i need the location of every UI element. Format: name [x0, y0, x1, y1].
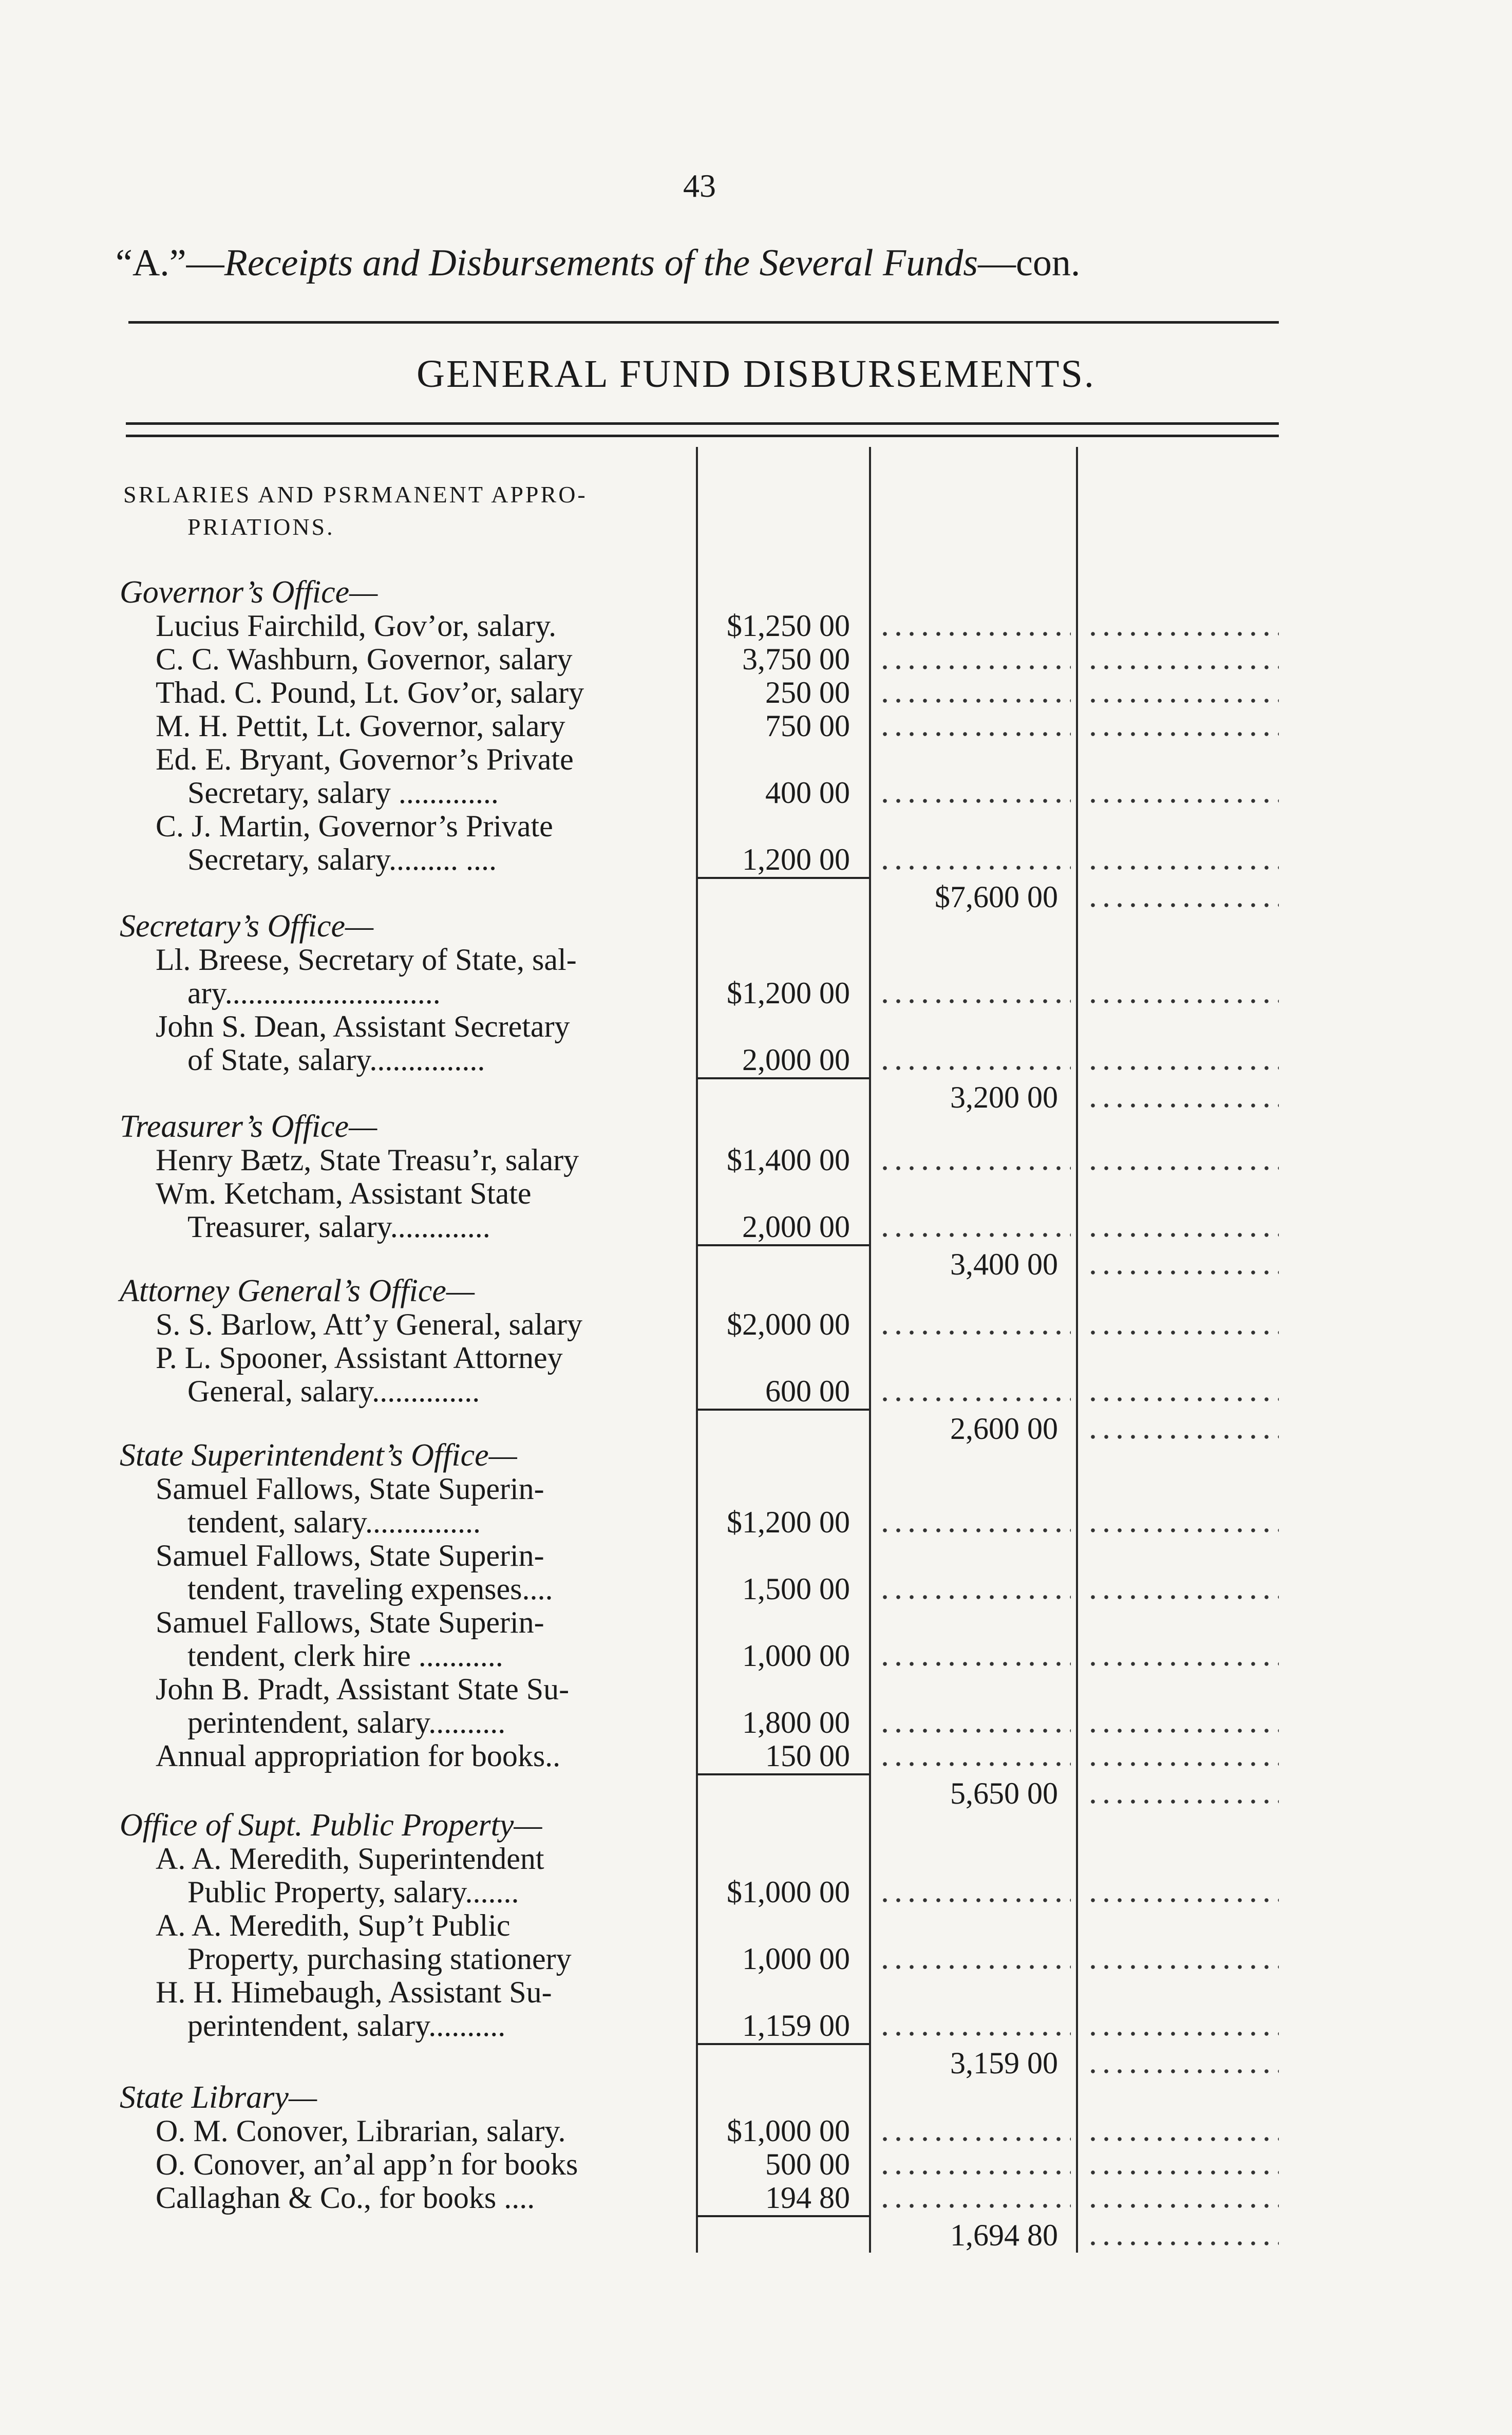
leader-dots: [878, 1595, 1071, 1600]
leader-dots: [1086, 1232, 1279, 1238]
entry-line: perintendent, salary..........: [187, 2009, 506, 2043]
leader-dots: [1086, 1434, 1279, 1439]
leader-dots: [1086, 903, 1279, 908]
entry-amount: $1,000 00: [727, 2114, 850, 2148]
leader-dots: [1086, 1166, 1279, 1171]
leader-dots: [878, 2137, 1071, 2142]
entry-line: Samuel Fallows, State Superin-: [156, 1539, 544, 1572]
leader-dots: [878, 1528, 1071, 1533]
group-total: 1,694 80: [950, 2218, 1058, 2252]
leader-dots: [1086, 1528, 1279, 1533]
group-total: 5,650 00: [950, 1776, 1058, 1810]
leader-dots: [878, 1728, 1071, 1733]
entry-line: Thad. C. Pound, Lt. Gov’or, salary: [156, 676, 584, 709]
leader-dots: [878, 999, 1071, 1004]
entry-amount: 150 00: [765, 1739, 850, 1773]
group-total: 3,159 00: [950, 2046, 1058, 2080]
leader-dots: [878, 2203, 1071, 2208]
entry-amount: 3,750 00: [742, 642, 850, 676]
group-total: $7,600 00: [935, 880, 1058, 914]
leader-dots: [1086, 999, 1279, 1004]
entry-line: Wm. Ketcham, Assistant State: [156, 1176, 532, 1210]
entry-amount: 1,200 00: [742, 842, 850, 876]
group-total: 3,200 00: [950, 1080, 1058, 1114]
group-title: Secretary’s Office—: [120, 909, 374, 944]
entry-line: Ed. E. Bryant, Governor’s Private: [156, 742, 574, 776]
leader-dots: [878, 631, 1071, 636]
leader-dots: [1086, 1898, 1279, 1903]
entry-line: O. Conover, an’al app’n for books: [156, 2147, 578, 2181]
entry-line: C. C. Washburn, Governor, salary: [156, 642, 573, 676]
entry-line: Public Property, salary.......: [187, 1875, 519, 1909]
group-title: Office of Supt. Public Property—: [120, 1808, 542, 1843]
leader-dots: [878, 1232, 1071, 1238]
subtotal-rule: [697, 1773, 869, 1775]
group-title: State Superintendent’s Office—: [120, 1438, 517, 1473]
entry-line: of State, salary...............: [187, 1043, 485, 1077]
leader-dots: [1086, 798, 1279, 803]
entry-line: C. J. Martin, Governor’s Private: [156, 809, 553, 843]
entry-line: Secretary, salary .............: [187, 776, 499, 810]
subtotal-rule: [697, 877, 869, 879]
entry-line: A. A. Meredith, Superintendent: [156, 1842, 544, 1876]
leader-dots: [878, 698, 1071, 703]
entry-line: perintendent, salary..........: [187, 1706, 506, 1739]
entry-amount: 1,500 00: [742, 1572, 850, 1606]
leader-dots: [878, 1661, 1071, 1666]
subtotal-rule: [697, 2215, 869, 2217]
leader-dots: [1086, 1397, 1279, 1402]
group-title: Governor’s Office—: [120, 575, 378, 610]
leader-dots: [878, 1166, 1071, 1171]
entry-amount: 194 80: [765, 2181, 850, 2215]
running-head-suffix: —con.: [978, 242, 1081, 284]
entry-amount: 250 00: [765, 676, 850, 709]
entry-line: tendent, clerk hire ...........: [187, 1639, 503, 1673]
subtotal-rule: [697, 2043, 869, 2045]
leader-dots: [878, 665, 1071, 670]
leader-dots: [1086, 732, 1279, 737]
entry-line: Samuel Fallows, State Superin-: [156, 1605, 544, 1639]
subtotal-rule: [697, 1077, 869, 1079]
group-title: Attorney General’s Office—: [120, 1273, 475, 1308]
leader-dots: [1086, 631, 1279, 636]
entry-amount: 1,800 00: [742, 1706, 850, 1739]
entry-amount: 1,159 00: [742, 2009, 850, 2043]
leader-dots: [1086, 1728, 1279, 1733]
entry-amount: 750 00: [765, 709, 850, 743]
entry-line: O. M. Conover, Librarian, salary.: [156, 2114, 566, 2148]
running-head-prefix: “A.”—: [116, 242, 224, 284]
page-number: 43: [683, 167, 716, 204]
leader-dots: [1086, 1103, 1279, 1108]
entry-line: ary............................: [187, 976, 441, 1010]
entry-line: Samuel Fallows, State Superin-: [156, 1472, 544, 1506]
entry-line: Lucius Fairchild, Gov’or, salary.: [156, 609, 557, 643]
entry-amount: 600 00: [765, 1374, 850, 1408]
entry-line: Property, purchasing stationery: [187, 1942, 572, 1976]
leader-dots: [1086, 1762, 1279, 1767]
entry-amount: $1,000 00: [727, 1875, 850, 1909]
entry-amount: $1,400 00: [727, 1143, 850, 1177]
leader-dots: [1086, 2069, 1279, 2074]
group-total: 3,400 00: [950, 1247, 1058, 1281]
leader-dots: [878, 1898, 1071, 1903]
leader-dots: [1086, 2170, 1279, 2175]
entry-line: H. H. Himebaugh, Assistant Su-: [156, 1975, 552, 2009]
entry-line: Callaghan & Co., for books ....: [156, 2181, 535, 2215]
entry-amount: 1,000 00: [742, 1942, 850, 1976]
entry-line: tendent, salary...............: [187, 1505, 481, 1539]
entry-line: A. A. Meredith, Sup’t Public: [156, 1908, 511, 1942]
leader-dots: [1086, 698, 1279, 703]
entry-line: Treasurer, salary.............: [187, 1210, 490, 1244]
entry-amount: $1,200 00: [727, 976, 850, 1010]
leader-dots: [1086, 1595, 1279, 1600]
leader-dots: [1086, 1964, 1279, 1970]
entry-amount: 500 00: [765, 2147, 850, 2181]
group-total: 2,600 00: [950, 1412, 1058, 1446]
entry-amount: $1,200 00: [727, 1505, 850, 1539]
leader-dots: [1086, 1065, 1279, 1071]
leader-dots: [1086, 2241, 1279, 2246]
entry-amount: 1,000 00: [742, 1639, 850, 1673]
leader-dots: [1086, 665, 1279, 670]
group-title: State Library—: [120, 2080, 317, 2115]
leader-dots: [878, 865, 1071, 870]
entry-line: Ll. Breese, Secretary of State, sal-: [156, 943, 577, 977]
entry-line: M. H. Pettit, Lt. Governor, salary: [156, 709, 565, 743]
entry-line: Annual appropriation for books..: [156, 1739, 561, 1773]
entry-line: S. S. Barlow, Att’y General, salary: [156, 1307, 582, 1341]
entry-line: Secretary, salary......... ....: [187, 842, 497, 876]
entry-line: General, salary..............: [187, 1374, 480, 1408]
leader-dots: [1086, 1799, 1279, 1804]
leader-dots: [1086, 1661, 1279, 1666]
entry-amount: $2,000 00: [727, 1307, 850, 1341]
leader-dots: [1086, 1270, 1279, 1275]
leader-dots: [1086, 1330, 1279, 1335]
leader-dots: [878, 732, 1071, 737]
leader-dots: [878, 1964, 1071, 1970]
leader-dots: [878, 1330, 1071, 1335]
entry-amount: 400 00: [765, 776, 850, 810]
subtotal-rule: [697, 1244, 869, 1246]
leader-dots: [878, 1762, 1071, 1767]
leader-dots: [878, 798, 1071, 803]
leader-dots: [1086, 2137, 1279, 2142]
group-title: Treasurer’s Office—: [120, 1109, 377, 1144]
leader-dots: [1086, 2031, 1279, 2036]
leader-dots: [878, 2031, 1071, 2036]
entry-line: tendent, traveling expenses....: [187, 1572, 553, 1606]
subtotal-rule: [697, 1409, 869, 1411]
leader-dots: [878, 1397, 1071, 1402]
entry-amount: 2,000 00: [742, 1043, 850, 1077]
leader-dots: [1086, 865, 1279, 870]
running-head-title: Receipts and Disbursements of the Several Funds: [224, 242, 978, 284]
table-heading-line-2: PRIATIONS.: [187, 514, 335, 540]
leader-dots: [878, 2170, 1071, 2175]
section-title: GENERAL FUND DISBURSEMENTS.: [417, 352, 1095, 396]
leader-dots: [1086, 2203, 1279, 2208]
entry-line: Henry Bætz, State Treasu’r, salary: [156, 1143, 579, 1177]
entry-amount: $1,250 00: [727, 609, 850, 643]
entry-line: P. L. Spooner, Assistant Attorney: [156, 1341, 563, 1375]
entry-line: John S. Dean, Assistant Secretary: [156, 1009, 570, 1043]
entry-line: John B. Pradt, Assistant State Su-: [156, 1672, 570, 1706]
table-heading-line-1: SRLARIES AND PSRMANENT APPRO-: [123, 481, 588, 508]
leader-dots: [878, 1065, 1071, 1071]
entry-amount: 2,000 00: [742, 1210, 850, 1244]
